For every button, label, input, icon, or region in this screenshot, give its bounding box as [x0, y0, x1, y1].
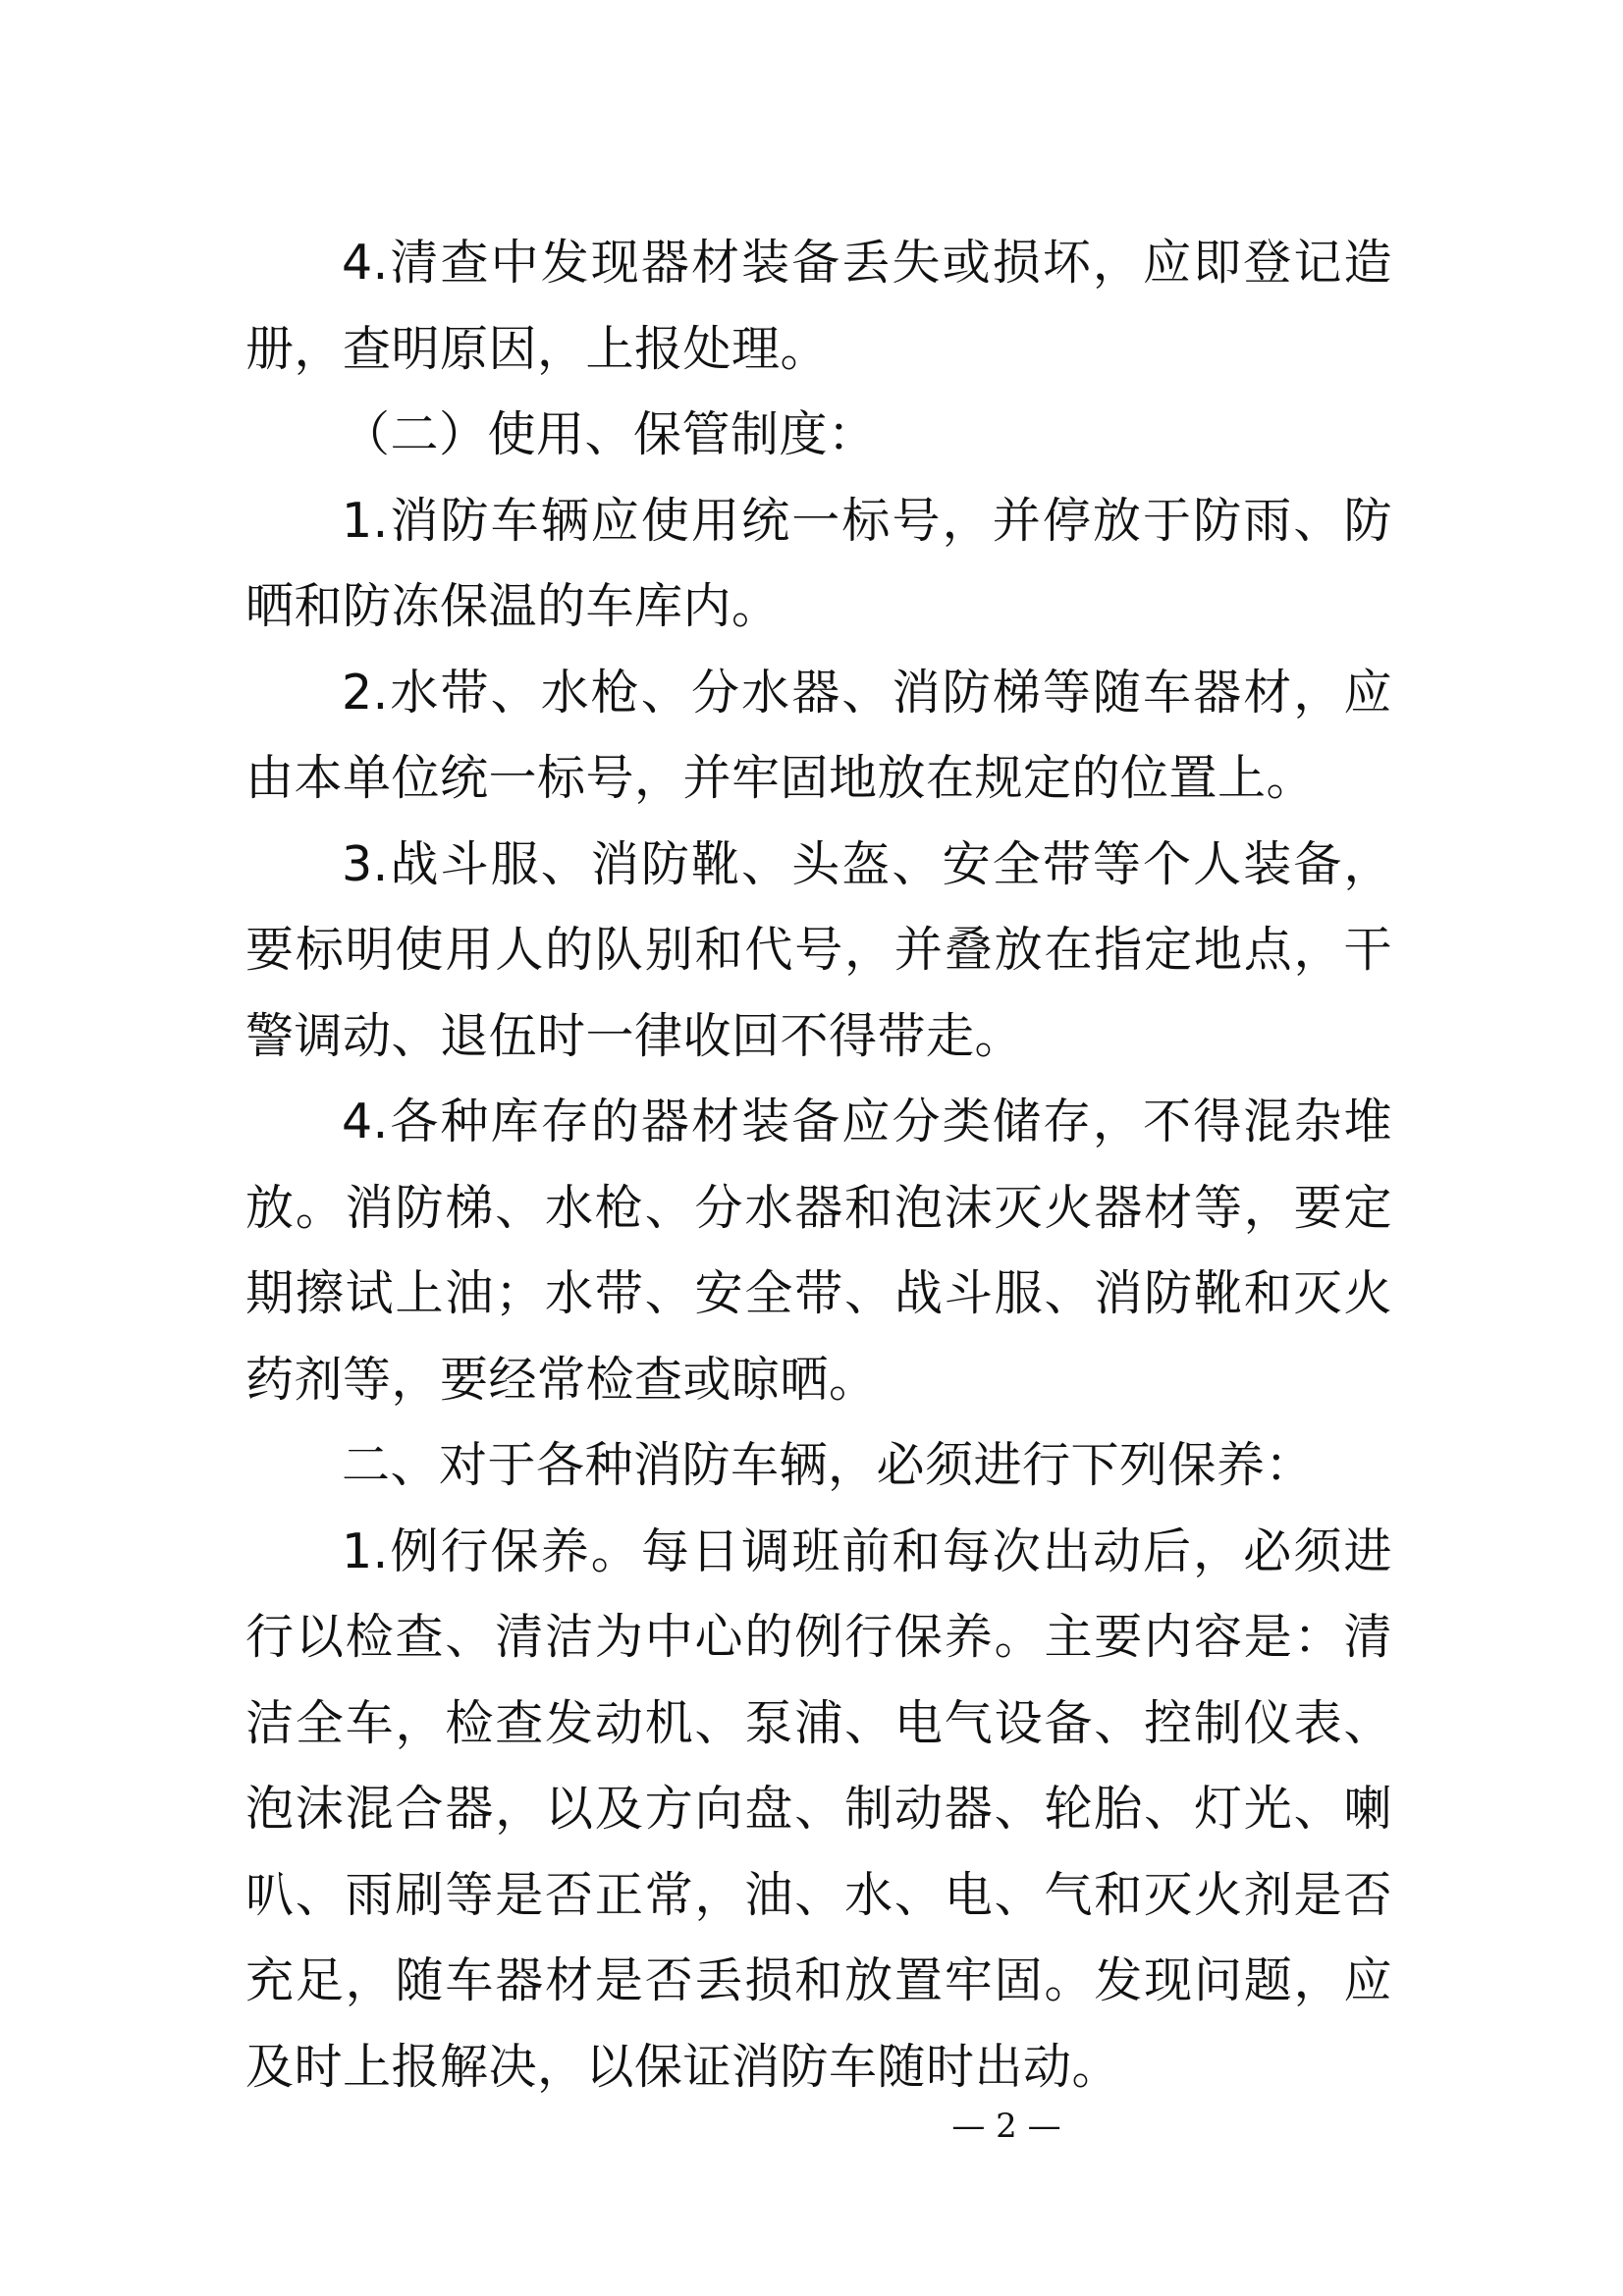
section-heading-vehicle-maintenance: 二、对于各种消防车辆，必须进行下列保养： — [342, 1437, 1315, 1493]
paragraph-inventory-loss: 4.清查中发现器材装备丢失或损坏，应即登记造册，查明原因，上报处理。 — [245, 235, 1392, 377]
paragraph-routine-maintenance: 1.例行保养。每日调班前和每次出动后，必须进行以检查、清洁为中心的例行保养。主要内容是：清洁全车，检查发动机、泵浦、电气设备、控制仪表、泡沫混合器，以及方向盘、制动器、轮胎、灯光、喇叭、雨刷等是否正常，油、水、电、气和灭火剂是否充足，随车器材是否丢损和放置牢固。发现问题，应及时上报解决，以保证消防车随时出动。 — [245, 1522, 1392, 2095]
paragraph-onboard-equipment: 2.水带、水枪、分水器、消防梯等随车器材，应由本单位统一标号，并牢固地放在规定的位置上。 — [245, 664, 1392, 806]
page-number: — 2 — — [951, 2107, 1061, 2146]
section-heading-usage-storage: （二）使用、保管制度： — [342, 406, 877, 462]
paragraph-personal-equipment: 3.战斗服、消防靴、头盔、安全带等个人装备，要标明使用人的队别和代号，并叠放在指定地点，干警调动、退伍时一律收回不得带走。 — [245, 835, 1392, 1064]
body-text — [245, 220, 1392, 2109]
paragraph-vehicle-parking: 1.消防车辆应使用统一标号，并停放于防雨、防晒和防冻保温的车库内。 — [245, 492, 1392, 634]
paragraph-storage-rules: 4.各种库存的器材装备应分类储存，不得混杂堆放。消防梯、水枪、分水器和泡沫灭火器材等，要定期擦试上油；水带、安全带、战斗服、消防靴和灭火药剂等，要经常检查或晾晒。 — [245, 1094, 1392, 1408]
